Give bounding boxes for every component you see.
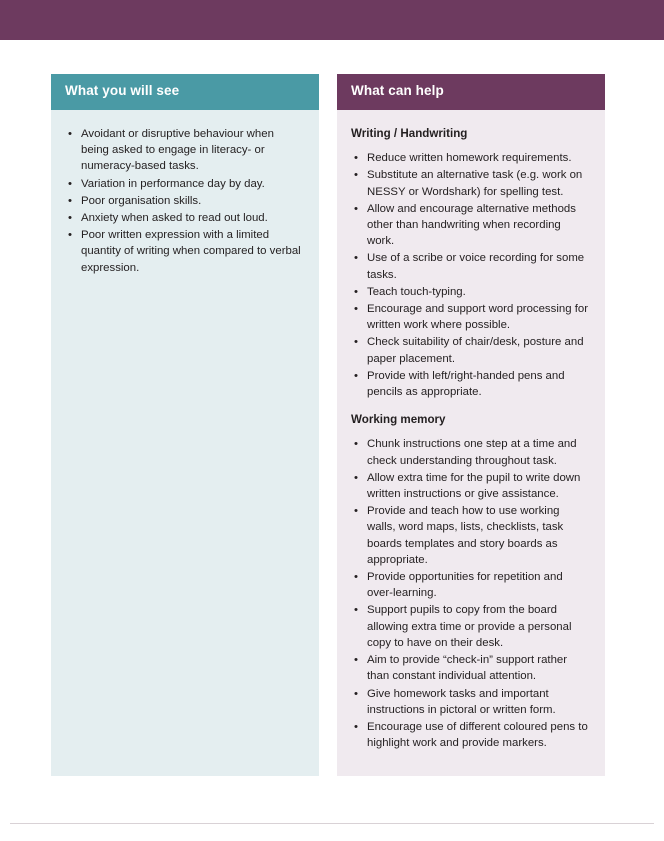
bullet-icon: •: [354, 720, 358, 733]
bullet-icon: •: [354, 438, 358, 451]
list-item-text: Teach touch-typing.: [367, 285, 466, 298]
list-item-text: Encourage and support word processing for written work where possible.: [367, 303, 588, 332]
list-item-text: Anxiety when asked to read out loud.: [81, 212, 268, 225]
list-item-text: Provide and teach how to use working walls, word maps, lists, checklists, task boards templates and story boards as appropriate.: [367, 505, 564, 566]
list-item-text: Allow and encourage alternative methods other than handwriting when recording work.: [367, 202, 576, 248]
list-item: [351, 368, 589, 400]
bullet-icon: •: [68, 128, 72, 140]
bullet-list-see: [65, 126, 303, 276]
bullet-icon: •: [354, 369, 358, 382]
bullet-icon: •: [354, 336, 358, 349]
bullet-icon: •: [354, 687, 358, 700]
list-item: [65, 210, 303, 226]
bullet-icon: •: [68, 212, 72, 225]
page-bottom-rule: [10, 823, 654, 824]
list-item-text: Poor written expression with a limited quantity of writing when compared to verbal expression.: [81, 229, 301, 274]
bullet-icon: •: [354, 152, 358, 165]
bullet-icon: •: [68, 229, 72, 242]
bullet-icon: •: [354, 654, 358, 667]
bullet-icon: •: [354, 505, 358, 518]
section-heading-working-memory: Working memory: [351, 413, 446, 427]
bullet-icon: •: [354, 202, 358, 215]
bullet-list-writing-handwriting: [351, 150, 589, 400]
page-top-band: [0, 0, 664, 40]
list-item: [65, 126, 303, 175]
list-item: [351, 201, 589, 250]
list-item-text: Give homework tasks and important instructions in pictoral or written form.: [367, 687, 556, 716]
list-item: [351, 602, 589, 651]
bullet-icon: •: [68, 177, 72, 190]
bullet-icon: •: [354, 303, 358, 316]
list-item: [351, 470, 589, 502]
list-item: [351, 569, 589, 601]
list-item-text: Use of a scribe or voice recording for some tasks.: [367, 252, 585, 281]
bullet-icon: •: [354, 471, 358, 484]
bullet-icon: •: [68, 194, 72, 207]
list-item-text: Encourage use of different coloured pens to highlight work and provide markers.: [367, 720, 588, 750]
list-item-text: Support pupils to copy from the board allowing extra time or provide a personal copy to have on their desk.: [367, 604, 572, 649]
list-item: [351, 719, 589, 751]
list-item: [351, 652, 589, 684]
list-item-text: Substitute an alternative task (e.g. work on NESSY or Wordshark) for spelling test.: [367, 169, 583, 198]
bullet-icon: •: [354, 604, 358, 617]
list-item: [351, 150, 589, 166]
column-what-you-will-see: [51, 74, 319, 776]
list-item: [351, 167, 589, 199]
list-item: [351, 436, 589, 468]
bullet-icon: •: [354, 252, 358, 265]
list-item-text: Provide with left/right-handed pens and pencils as appropriate.: [367, 369, 565, 399]
column-title-what-can-help: What can help: [337, 74, 605, 110]
list-item: [351, 503, 589, 568]
list-item: [351, 301, 589, 333]
list-item: [351, 334, 589, 366]
list-item-text: Variation in performance day by day.: [81, 177, 265, 190]
list-item-text: Poor organisation skills.: [81, 194, 202, 207]
list-item-text: Chunk instructions one step at a time and check understanding throughout task.: [367, 438, 577, 467]
list-item-text: Avoidant or disruptive behaviour when being asked to engage in literacy- or numeracy-based tasks.: [81, 128, 274, 173]
page-top-band-edge: [0, 40, 664, 42]
column-title-what-you-will-see: What you will see: [51, 74, 319, 110]
list-item-text: Reduce written homework requirements.: [367, 152, 572, 165]
list-item: [351, 250, 589, 282]
list-item: [65, 227, 303, 276]
list-item: [65, 193, 303, 209]
list-item: [351, 284, 589, 300]
bullet-icon: •: [354, 571, 358, 584]
list-item: [351, 686, 589, 718]
list-item-text: Provide opportunities for repetition and over-learning.: [367, 571, 563, 600]
column-body-what-can-help: [337, 110, 605, 776]
list-item: [65, 176, 303, 192]
section-heading-writing-handwriting: Writing / Handwriting: [351, 127, 468, 140]
bullet-list-working-memory: [351, 436, 589, 751]
list-item-text: Aim to provide “check-in” support rather than constant individual attention.: [367, 654, 568, 683]
bullet-icon: •: [354, 285, 358, 298]
bullet-icon: •: [354, 169, 358, 182]
column-what-can-help: [337, 74, 605, 776]
column-body-what-you-will-see: [51, 110, 319, 776]
list-item-text: Check suitability of chair/desk, posture and paper placement.: [367, 336, 584, 365]
list-item-text: Allow extra time for the pupil to write down written instructions or give assistance.: [367, 471, 581, 501]
